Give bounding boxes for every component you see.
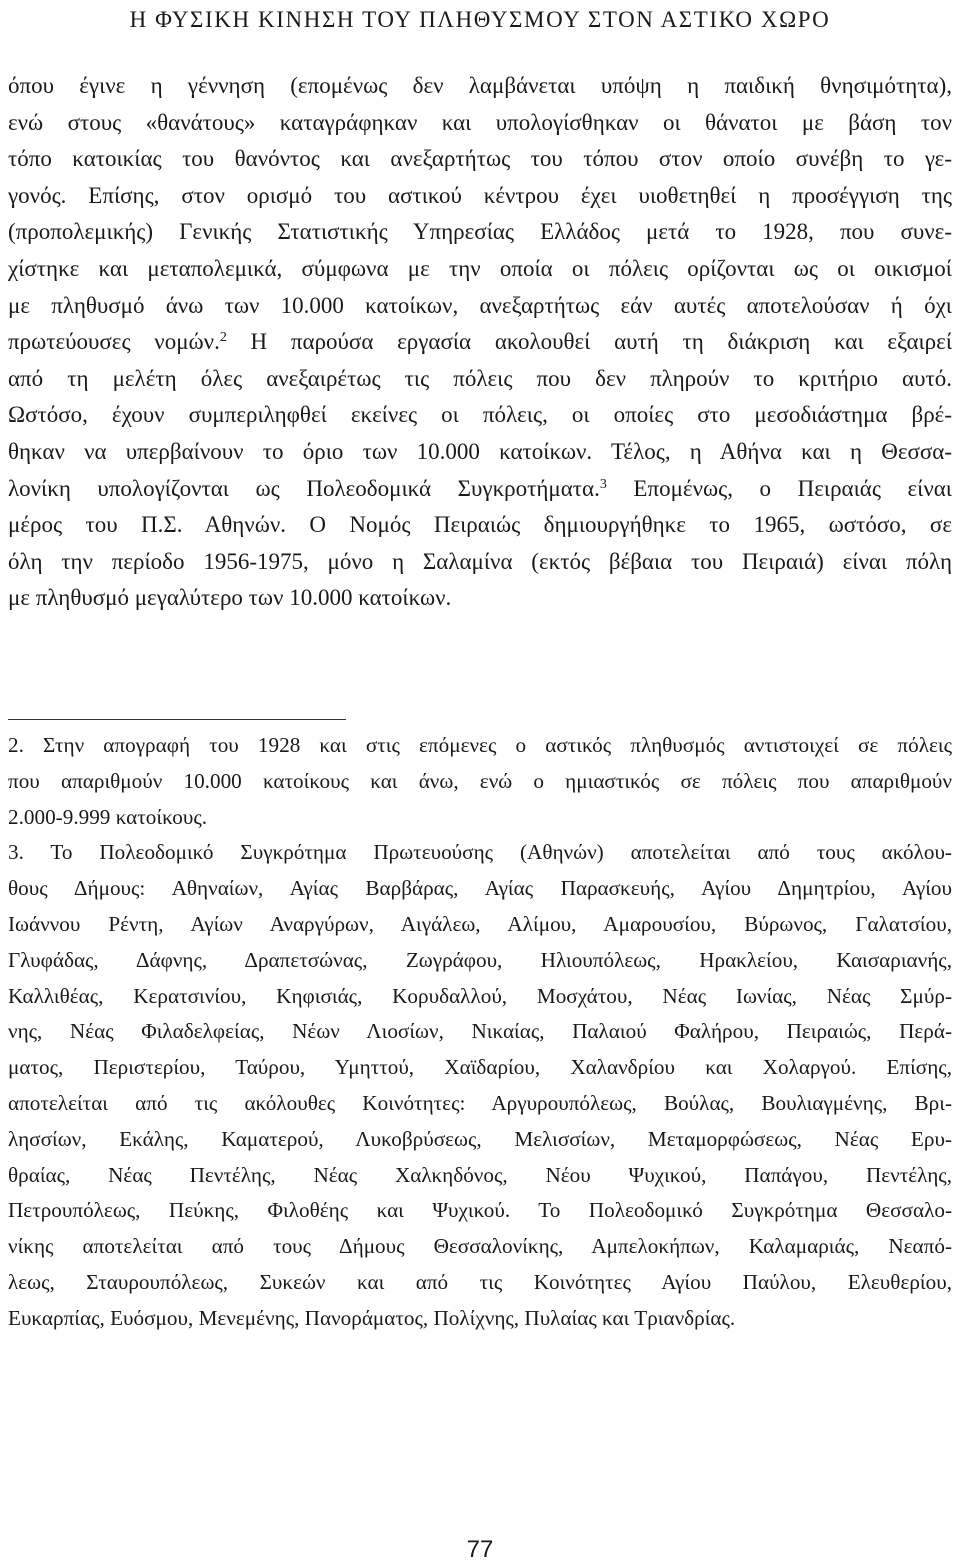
body-line: μέρος του Π.Σ. Αθηνών. Ο Νομός Πειραιώς δημιουργήθηκε το 1965, ωστόσο, σε [8, 512, 952, 538]
body-line: χίστηκε και μεταπολεμικά, σύμφωνα με την οποία οι πόλεις ορίζονται ως οι οικισμοί [8, 255, 952, 281]
page-number: 77 [466, 1536, 494, 1563]
footnote-line: 3. Το Πολεοδομικό Συγκρότημα Πρωτευούσης (Αθηνών) αποτελείται από τους ακόλου- [8, 840, 952, 865]
footnote-line: ματος, Περιστερίου, Ταύρου, Υμηττού, Χαϊδαρίου, Χαλανδρίου και Χολαργού. Επίσης, [8, 1055, 952, 1080]
footnote-line: Πετρουπόλεως, Πεύκης, Φιλοθέης και Ψυχικού. Το Πολεοδομικό Συγκρότημα Θεσσαλο- [8, 1198, 952, 1223]
footnote-line: θους Δήμους: Αθηναίων, Αγίας Βαρβάρας, Αγίας Παρασκευής, Αγίου Δημητρίου, Αγίου [8, 876, 952, 901]
body-line [8, 324, 952, 361]
body-line-text: Η παρούσα εργασία ακολουθεί αυτή τη διάκριση και εξαιρεί [226, 329, 953, 355]
body-line: από τη μελέτη όλες ανεξαιρέτως τις πόλεις που δεν πληρούν το κριτήριο αυτό. [8, 365, 952, 391]
body-line: με πληθυσμό άνω των 10.000 κατοίκων, ανεξαρτήτως εάν αυτές αποτελούσαν ή όχι [8, 292, 952, 318]
body-line-text: λονίκη υπολογίζονται ως Πολεοδομικά Συγκροτήματα. [8, 475, 600, 501]
body-line: όλη την περίοδο 1956-1975, μόνο η Σαλαμίνα (εκτός βέβαια του Πειραιά) είναι πόλη [8, 548, 952, 574]
footnote-divider [8, 719, 346, 720]
footnote-line: λεως, Σταυρουπόλεως, Συκεών και από τις Κοινότητες Αγίου Παύλου, Ελευθερίου, [8, 1269, 952, 1294]
footnote-line: 2.000-9.999 κατοίκους. [8, 804, 208, 829]
footnote-line: που απαριθμούν 10.000 κατοίκους και άνω, ενώ ο ημιαστικός σε πόλεις που απαριθμούν [8, 768, 952, 793]
body-line: γονός. Επίσης, στον ορισμό του αστικού κέντρου έχει υιοθετηθεί η προσέγγιση της [8, 182, 952, 208]
body-text [8, 68, 952, 617]
body-line: θηκαν να υπερβαίνουν το όριο των 10.000 κατοίκων. Τέλος, η Αθήνα και η Θεσσα- [8, 438, 952, 464]
footnote-line: Ιωάννου Ρέντη, Αγίων Αναργύρων, Αιγάλεω, Αλίμου, Αμαρουσίου, Βύρωνος, Γαλατσίου, [8, 911, 952, 936]
footnote-line: 2. Στην απογραφή του 1928 και στις επόμενες ο αστικός πληθυσμός αντιστοιχεί σε πόλεις [8, 733, 952, 757]
footnotes [8, 728, 952, 1337]
footnote-line: αποτελείται από τις ακόλουθες Κοινότητες: Αργυρουπόλεως, Βούλας, Βουλιαγμένης, Βρι- [8, 1090, 952, 1115]
footnote-line: θραίας, Νέας Πεντέλης, Νέας Χαλκηδόνος, Νέου Ψυχικού, Παπάγου, Πεντέλης, [8, 1162, 952, 1187]
footnote-line: νης, Νέας Φιλαδελφείας, Νέων Λιοσίων, Νικαίας, Παλαιού Φαλήρου, Πειραιώς, Περά- [8, 1019, 952, 1044]
running-header: Η ΦΥΣΙΚΗ ΚΙΝΗΣΗ ΤΟΥ ΠΛΗΘΥΣΜΟΥ ΣΤΟΝ ΑΣΤΙΚΟ ΧΩΡΟ [129, 7, 831, 32]
body-line-text: Επομένως, ο Πειραιάς είναι [606, 475, 952, 501]
footnote-line: νίκης αποτελείται από τους Δήμους Θεσσαλονίκης, Αμπελοκήπων, Καλαμαριάς, Νεαπό- [8, 1234, 952, 1259]
body-line-text: πρωτεύουσες νομών. [8, 329, 220, 355]
body-line: τόπο κατοικίας του θανόντος και ανεξαρτήτως του τόπου στον οποίο συνέβη το γε- [8, 146, 952, 172]
body-line: ενώ στους «θανάτους» καταγράφηκαν και υπολογίσθηκαν οι θάνατοι με βάση τον [8, 109, 952, 135]
footnote-line: λησσίων, Εκάλης, Καματερού, Λυκοβρύσεως, Μελισσίων, Μεταμορφώσεως, Νέας Ερυ- [8, 1126, 952, 1151]
body-line: με πληθυσμό μεγαλύτερο των 10.000 κατοίκων. [8, 585, 452, 611]
body-line: όπου έγινε η γέννηση (επομένως δεν λαμβάνεται υπόψη η παιδική θνησιμότητα), [8, 73, 952, 98]
body-line: (προπολεμικής) Γενικής Στατιστικής Υπηρεσίας Ελλάδος μετά το 1928, που συνε- [8, 219, 952, 245]
footnote-ref-2: 2 [219, 330, 227, 346]
footnote-line: Καλλιθέας, Κερατσινίου, Κηφισιάς, Κορυδαλλού, Μοσχάτου, Νέας Ιωνίας, Νέας Σμύρ- [8, 983, 952, 1008]
footnote-line: Γλυφάδας, Δάφνης, Δραπετσώνας, Ζωγράφου, Ηλιουπόλεως, Ηρακλείου, Καισαριανής, [8, 947, 952, 972]
footnote-line: Ευκαρπίας, Ευόσμου, Μενεμένης, Πανοράματος, Πολίχνης, Πυλαίας και Τριανδρίας. [8, 1305, 736, 1330]
body-line [8, 471, 952, 508]
footnote-ref-3: 3 [599, 476, 607, 492]
body-line: Ωστόσο, έχουν συμπεριληφθεί εκείνες οι πόλεις, οι οποίες στο μεσοδιάστημα βρέ- [8, 402, 952, 428]
